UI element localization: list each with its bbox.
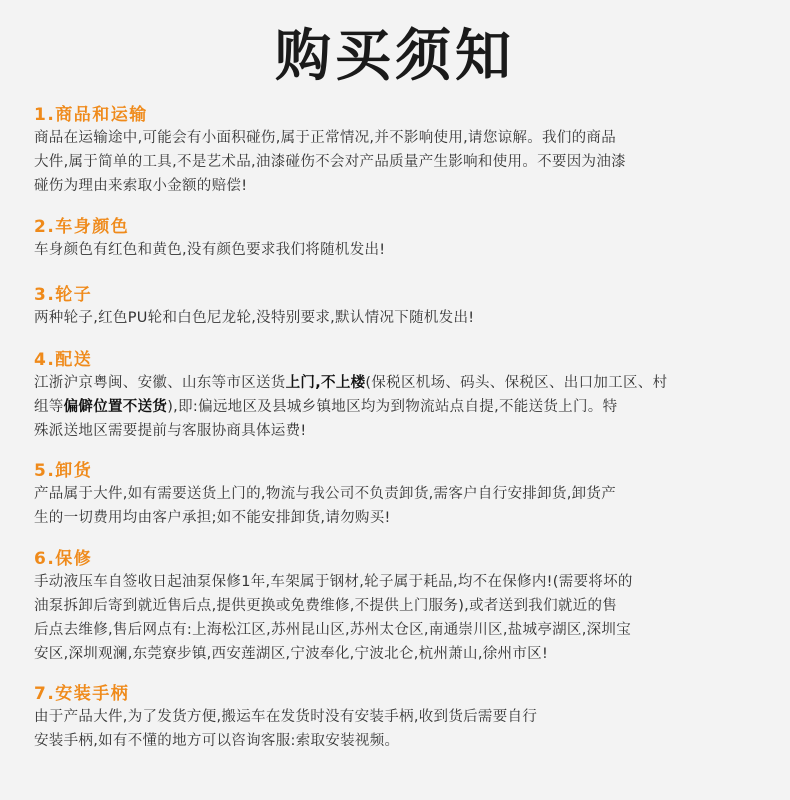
body-line: 产品属于大件,如有需要送货上门的,物流与我公司不负责卸货,需客户自行安排卸货,卸货产 <box>34 486 617 502</box>
section-body <box>34 371 764 443</box>
body-line <box>34 395 764 419</box>
bold-text-run: 上门,不上楼 <box>285 375 366 391</box>
section-wheels <box>34 284 764 330</box>
body-line: 两种轮子,红色PU轮和白色尼龙轮,没特别要求,默认情况下随机发出! <box>34 310 475 326</box>
body-line: 商品在运输途中,可能会有小面积碰伤,属于正常情况,并不影响使用,请您谅解。我们的商品 <box>34 130 617 146</box>
section-heading: 6.保修 <box>34 549 93 569</box>
body-line: 由于产品大件,为了发货方便,搬运车在发货时没有安装手柄,收到货后需要自行 <box>34 709 538 725</box>
section-body <box>34 570 764 666</box>
text-run: (保税区机场、码头、保税区、出口加工区、村 <box>365 375 668 391</box>
body-line: 手动液压车自签收日起油泵保修1年,车架属于钢材,轮子属于耗品,均不在保修内!(需要将坏的 <box>34 574 633 590</box>
section-body <box>34 126 764 198</box>
body-line: 生的一切费用均由客户承担;如不能安排卸货,请勿购买! <box>34 510 391 526</box>
body-line: 大件,属于简单的工具,不是艺术品,油漆碰伤不会对产品质量产生影响和使用。不要因为油漆 <box>34 154 626 170</box>
body-line: 碰伤为理由来索取小金额的赔偿! <box>34 178 248 194</box>
section-shipping <box>34 104 764 198</box>
section-heading: 3.轮子 <box>34 285 93 305</box>
section-body <box>34 238 764 262</box>
text-run: ),即:偏远地区及县城乡镇地区均为到物流站点自提,不能送货上门。特 <box>167 399 618 415</box>
section-heading: 4.配送 <box>34 350 93 370</box>
section-unloading <box>34 460 764 530</box>
section-heading: 5.卸货 <box>34 461 93 481</box>
section-body <box>34 306 764 330</box>
body-line: 油泵拆卸后寄到就近售后点,提供更换或免费维修,不提供上门服务),或者送到我们就近的售 <box>34 598 618 614</box>
page-title: 购买须知 <box>275 24 515 89</box>
section-delivery <box>34 349 764 443</box>
section-body <box>34 482 764 530</box>
body-line <box>34 371 764 395</box>
body-line: 车身颜色有红色和黄色,没有颜色要求我们将随机发出! <box>34 242 386 258</box>
body-line: 安区,深圳观澜,东莞寮步镇,西安莲湖区,宁波奉化,宁波北仑,杭州萧山,徐州市区! <box>34 646 549 662</box>
section-heading: 1.商品和运输 <box>34 105 148 125</box>
section-body <box>34 705 764 753</box>
text-run: 组等 <box>34 399 64 415</box>
bold-text-run: 偏僻位置不送货 <box>63 399 168 415</box>
section-warranty <box>34 548 764 666</box>
section-body-color <box>34 216 764 262</box>
text-run: 江浙沪京粤闽、安徽、山东等市区送货 <box>34 375 286 391</box>
body-line: 后点去维修,售后网点有:上海松江区,苏州昆山区,苏州太仓区,南通崇川区,盐城亭湖区,深圳宝 <box>34 622 632 638</box>
section-heading: 2.车身颜色 <box>34 217 130 237</box>
section-heading: 7.安装手柄 <box>34 684 130 704</box>
section-handle-install <box>34 683 764 753</box>
body-line: 殊派送地区需要提前与客服协商具体运费! <box>34 423 307 439</box>
body-line: 安装手柄,如有不懂的地方可以咨询客服:索取安装视频。 <box>34 733 400 749</box>
